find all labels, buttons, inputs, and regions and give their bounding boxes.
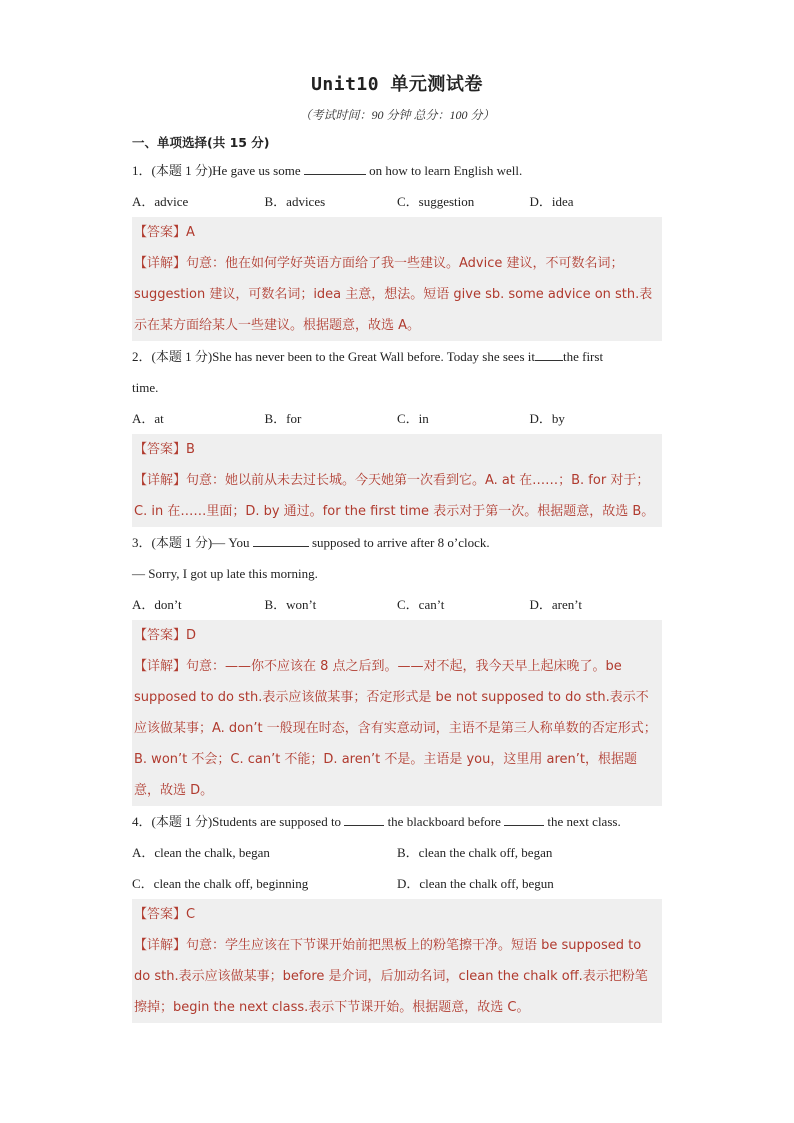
option-d: D．aren’t	[529, 597, 582, 612]
page-title: Unit10 单元测试卷	[311, 74, 483, 95]
exam-info: （考试时间：90 分钟 总分：100 分）	[299, 108, 495, 122]
option-c: C．suggestion	[397, 194, 475, 209]
answer-explanation: 【详解】句意：他在如何学好英语方面给了我一些建议。Advice 建议，不可数名词；suggestion 建议，可数名词；idea 主意，想法。短语 give sb. some advice on sth.表示在某方面给某人一些建议。根据题意，故选 A。	[134, 256, 653, 333]
exam-page	[132, 66, 662, 1023]
question-2-stem: 2．(本题 1 分)She has never been to the Great Wall before. Today she sees it the first	[132, 349, 604, 364]
question-1-answer-box	[132, 217, 662, 341]
option-d: D．clean the chalk off, begun	[397, 876, 554, 891]
answer-key: 【答案】A	[134, 225, 195, 240]
option-c: C．can’t	[397, 597, 445, 612]
answer-key: 【答案】B	[134, 442, 195, 457]
option-d: D．by	[529, 411, 565, 426]
answer-blank	[504, 813, 544, 826]
question-4-stem: 4．(本题 1 分)Students are supposed to the blackboard before the next class.	[132, 814, 621, 829]
question-1-stem: 1．(本题 1 分)He gave us some on how to learn English well.	[132, 163, 523, 178]
option-a: A．advice	[132, 194, 189, 209]
answer-explanation: 【详解】句意：学生应该在下节课开始前把黑板上的粉笔擦干净。短语 be supposed to do sth.表示应该做某事；before 是介词，后加动名词，clean the chalk off.表示把粉笔擦掉；begin the next class.表示下节课开始。根据题意，故选 C。	[134, 938, 648, 1015]
answer-blank	[253, 534, 309, 547]
section-heading: 一、单项选择(共 15 分)	[132, 135, 270, 150]
option-c: C．in	[397, 411, 429, 426]
answer-explanation: 【详解】句意：她以前从未去过长城。今天她第一次看到它。A. at 在……；B. for 对于；C. in 在……里面；D. by 通过。for the first time 表示对于第一次。根据题意，故选 B。	[134, 473, 655, 519]
option-a: A．don’t	[132, 597, 182, 612]
question-2-options	[132, 403, 662, 434]
question-3-answer-box	[132, 620, 662, 806]
question-3-stem: 3．(本题 1 分)— You supposed to arrive after 8 o’clock.	[132, 535, 490, 550]
answer-blank	[304, 162, 366, 175]
answer-key: 【答案】C	[134, 907, 196, 922]
question-3-options	[132, 589, 662, 620]
option-b: B．for	[264, 411, 302, 426]
question-1-options	[132, 186, 662, 217]
answer-key: 【答案】D	[134, 628, 197, 643]
question-2-stem-cont: time.	[132, 380, 159, 395]
option-a: A．at	[132, 411, 164, 426]
answer-blank	[344, 813, 384, 826]
option-d: D．idea	[529, 194, 574, 209]
answer-blank	[535, 348, 563, 361]
option-b: B．advices	[264, 194, 326, 209]
option-b: B．won’t	[264, 597, 317, 612]
question-3-stem-cont: — Sorry, I got up late this morning.	[132, 566, 318, 581]
option-c: C．clean the chalk off, beginning	[132, 876, 309, 891]
answer-explanation: 【详解】句意：——你不应该在 8 点之后到。——对不起，我今天早上起床晚了。be supposed to do sth.表示应该做某事；否定形式是 be not supposed to do sth.表示不应该做某事；A. don’t 一般现在时态，含有实意动词，主语不是第三人称单数的否定形式；B. won’t 不会；C. can’t 不能；D. aren’t 不是。主语是 you，这里用 aren’t，根据题意，故选 D。	[134, 659, 657, 798]
question-4-answer-box	[132, 899, 662, 1023]
option-b: B．clean the chalk off, began	[397, 845, 553, 860]
question-4-options	[132, 837, 662, 899]
option-a: A．clean the chalk, began	[132, 845, 270, 860]
question-2-answer-box	[132, 434, 662, 527]
